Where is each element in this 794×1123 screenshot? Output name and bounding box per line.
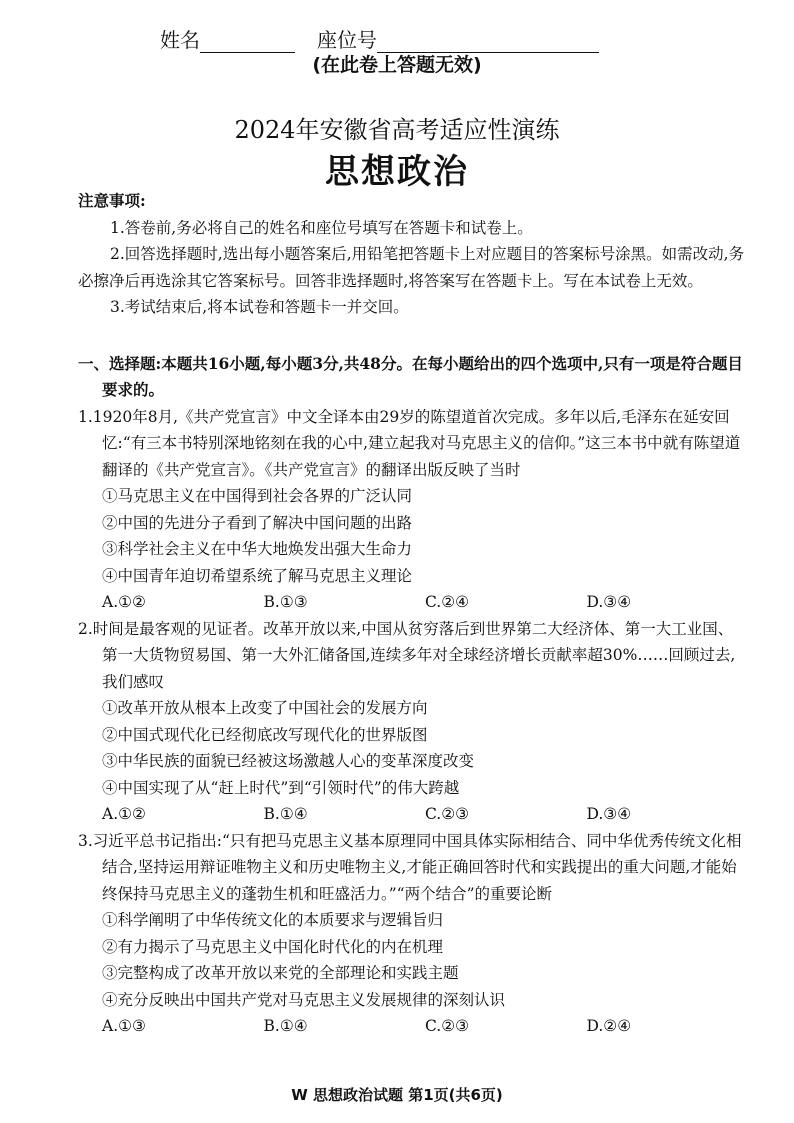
option-b: B.①③ — [263, 593, 308, 611]
statement-item: ④中国青年迫切希望系统了解马克思主义理论 — [102, 566, 413, 585]
option-b: B.①④ — [263, 1017, 308, 1035]
answer-options — [78, 801, 748, 828]
question-2 — [78, 616, 748, 828]
seat-label: 座位号 — [317, 28, 377, 52]
option-a: A.①② — [102, 805, 146, 823]
option-d: D.③④ — [586, 593, 632, 611]
question-1 — [78, 404, 748, 616]
statement-item: ②有力揭示了马克思主义中国化时代化的内在机理 — [102, 937, 444, 956]
question-3 — [78, 828, 748, 1040]
option-c: C.②③ — [425, 805, 470, 823]
option-c: C.②④ — [425, 593, 470, 611]
exam-content — [78, 188, 748, 1040]
option-d: D.②④ — [586, 1017, 632, 1035]
notice-item-3: 3.考试结束后,将本试卷和答题卡一并交回。 — [110, 298, 409, 316]
invalid-note: (在此卷上答题无效) — [312, 54, 482, 76]
statement-item: ①马克思主义在中国得到社会各界的广泛认同 — [102, 487, 413, 505]
statement-item: ④充分反映出中国共产党对马克思主义发展规律的深刻认识 — [102, 990, 506, 1009]
option-d: D.③④ — [586, 805, 632, 823]
statement-item: ①改革开放从根本上改变了中国社会的发展方向 — [102, 699, 428, 717]
statement-item: ②中国的先进分子看到了解决中国问题的出路 — [102, 513, 413, 532]
question-stem: 3.习近平总书记指出:“只有把马克思主义基本原理同中国具体实际相结合、同中华优秀传统文化相结合,坚持运用辩证唯物主义和历史唯物主义,才能正确回答时代和实践提出的重大问题,才能始终保持马克思主义的蓬勃生机和旺盛活力。”“两个结合”的重要论断 — [78, 831, 742, 903]
notice-heading: 注意事项: — [78, 191, 146, 210]
statement-item: ③完整构成了改革开放以来党的全部理论和实践主题 — [102, 964, 459, 982]
option-c: C.②③ — [425, 1017, 470, 1035]
subject-title: 思想政治 — [325, 152, 469, 192]
question-stem: 1.1920年8月,《共产党宣言》中文全译本由29岁的陈望道首次完成。多年以后,毛泽东在延安回忆:“有三本书特别深地铭刻在我的心中,建立起我对马克思主义的信仰。”这三本书中就有陈望道翻译的《共产党宣言》。《共产党宣言》的翻译出版反映了当时 — [78, 407, 741, 479]
name-label: 姓名 — [160, 28, 200, 52]
section-heading: 一、选择题:本题共16小题,每小题3分,共48分。在每小题给出的四个选项中,只有一项是符合题目要求的。 — [78, 353, 743, 399]
answer-options — [78, 1013, 748, 1040]
page-footer: W 思想政治试题 第1页(共6页) — [291, 1086, 503, 1104]
question-stem: 2.时间是最客观的见证者。改革开放以来,中国从贫穷落后到世界第二大经济体、第一大工业国、第一大货物贸易国、第一大外汇储备国,连续多年对全球经济增长贡献率超30%……回顾过去,我们感叹 — [78, 619, 736, 691]
notice-item-1: 1.答卷前,务必将自己的姓名和座位号填写在答题卡和试卷上。 — [110, 218, 533, 237]
answer-options — [78, 589, 748, 616]
option-a: A.①② — [102, 593, 146, 611]
statement-item: ④中国实现了从“赶上时代”到“引领时代”的伟大跨越 — [102, 778, 460, 797]
statement-item: ③科学社会主义在中华大地焕发出强大生命力 — [102, 540, 413, 558]
option-b: B.①④ — [263, 805, 308, 823]
exam-header — [160, 24, 680, 53]
statement-item: ②中国式现代化已经彻底改写现代化的世界版图 — [102, 725, 428, 744]
notice-item-2: 2.回答选择题时,选出每小题答案后,用铅笔把答题卡上对应题目的答案标号涂黑。如需改动,务必擦净后再选涂其它答案标号。回答非选择题时,将答案写在答题卡上。写在本试卷上无效。 — [78, 245, 745, 290]
exam-title: 2024年安徽省高考适应性演练 — [234, 116, 560, 144]
statement-item: ③中华民族的面貌已经被这场激越人心的变革深度改变 — [102, 752, 475, 770]
statement-item: ①科学阐明了中华传统文化的本质要求与逻辑旨归 — [102, 911, 444, 929]
option-a: A.①③ — [102, 1017, 146, 1035]
